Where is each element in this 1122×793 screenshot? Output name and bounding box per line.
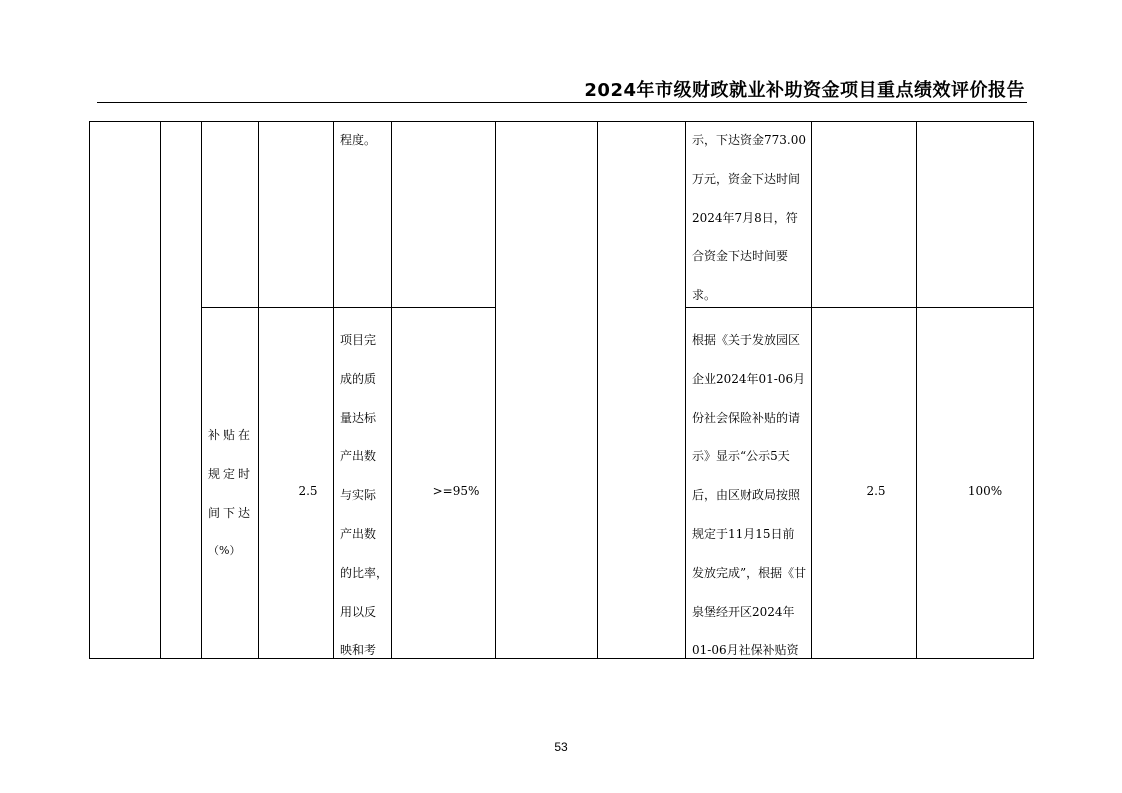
row2-target: >=95% — [432, 484, 480, 498]
row2-weight: 2.5 — [298, 484, 318, 498]
report-header-title: 2024年市级财政就业补助资金项目重点绩效评价报告 — [584, 80, 1025, 101]
page-number: 53 — [554, 740, 568, 754]
row1-basis-text: 示，下达资金773.00 万元，资金下达时间 2024年7月8日，符 合资金下达时间要 求。 — [692, 133, 806, 303]
row2-indicator-name: 补贴在 规定时 间下达 （%） — [208, 428, 254, 558]
row2-rate: 100% — [967, 484, 1003, 498]
row1-indicator-text: 程度。 — [340, 133, 377, 147]
row2-basis-text: 根据《关于发放园区 企业2024年01-06月 份社会保险补贴的请 示》显示“公示5天 后，由区财政局按照 规定于11月15日前 发放完成”，根据《甘 泉堡经开区2024年 01-06月社保补贴资 — [692, 333, 807, 658]
row2-score: 2.5 — [866, 484, 886, 498]
row2-indicator-text: 项目完 成的质 量达标 产出数 与实际 产出数 的比率， 用以反 映和考 — [340, 333, 389, 658]
